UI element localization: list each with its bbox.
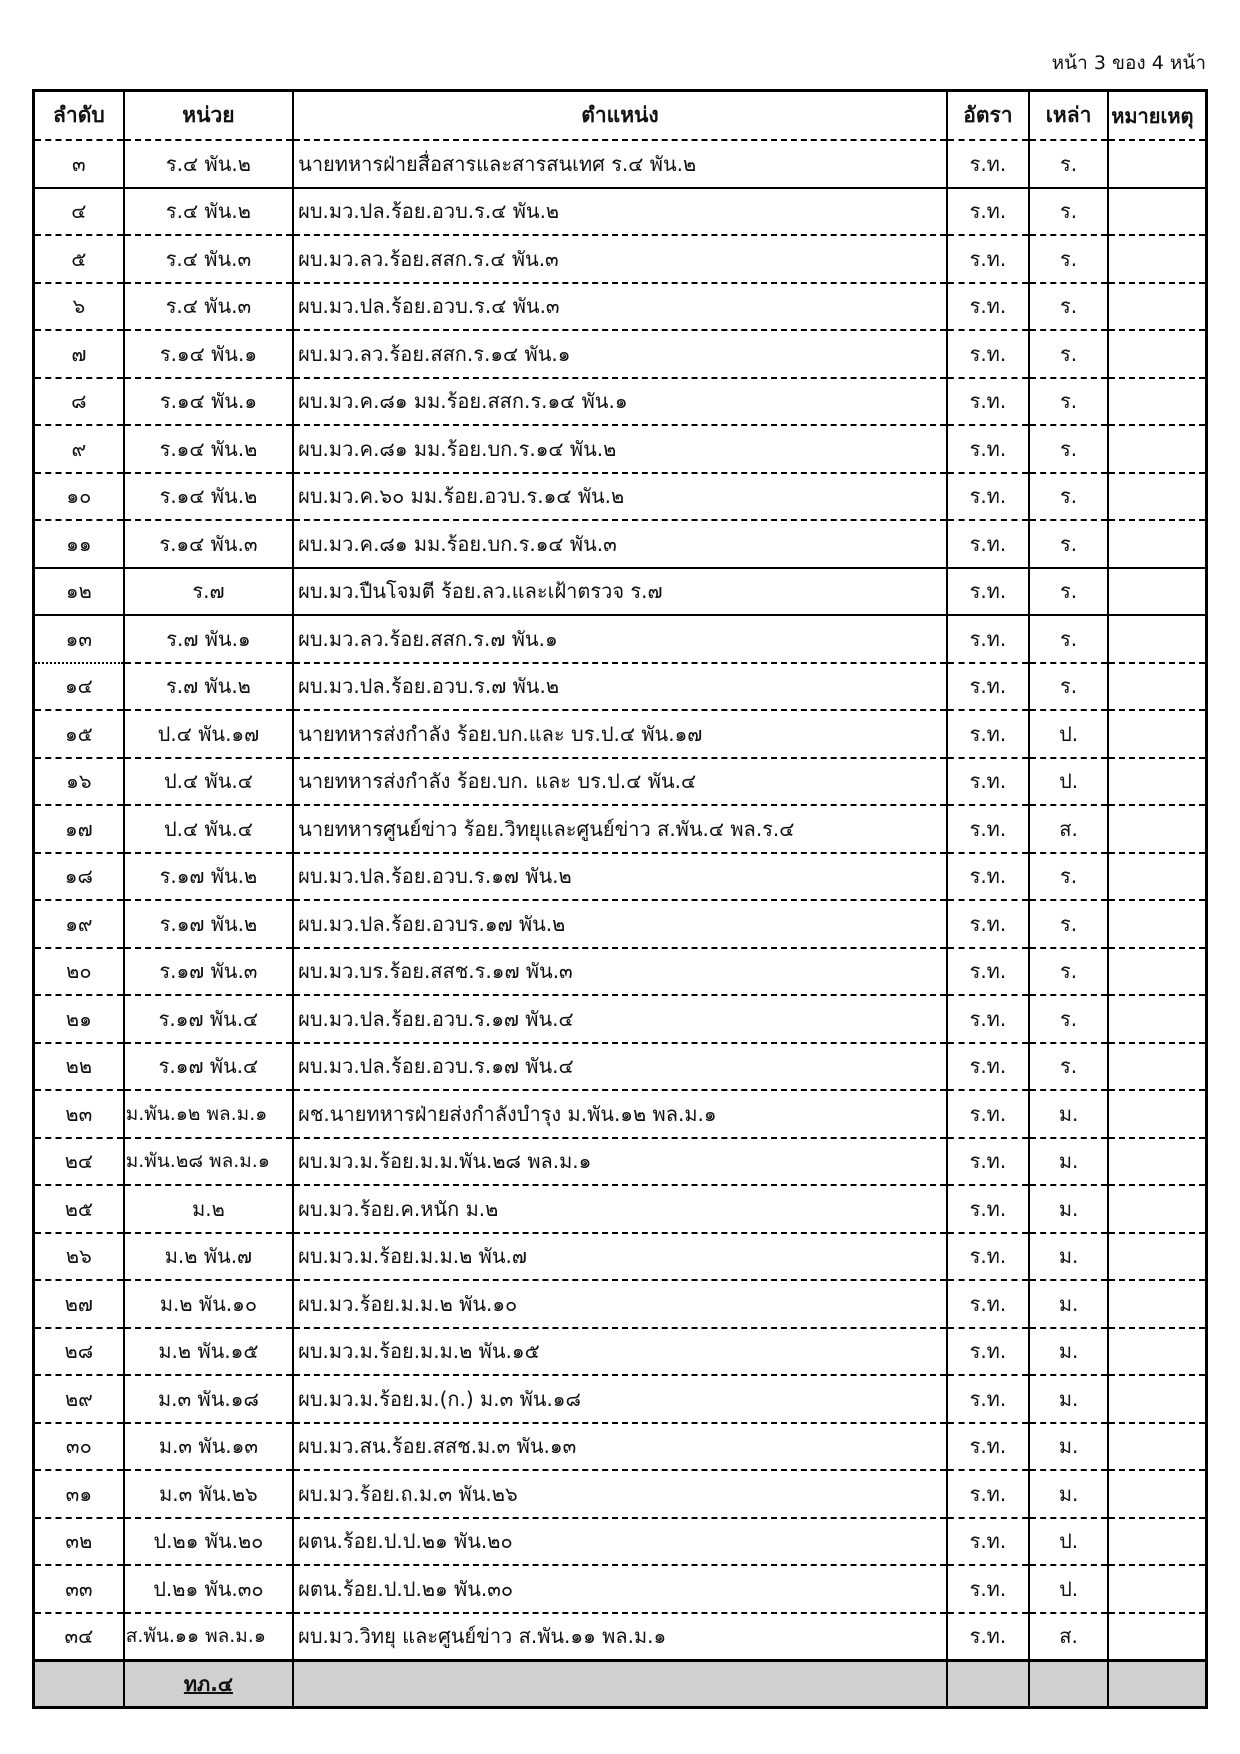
cell-rate: ร.ท. (947, 140, 1029, 188)
cell-seq: ๗ (34, 330, 124, 378)
cell-note (1108, 235, 1206, 283)
cell-rate: ร.ท. (947, 1043, 1029, 1091)
cell-position: นายทหารศูนย์ข่าว ร้อย.วิทยุและศูนย์ข่าว ส.พัน.๔ พล.ร.๔ (293, 805, 947, 853)
cell-note (1108, 663, 1206, 711)
footer-seq (34, 1661, 124, 1708)
cell-unit: ป.๔ พัน.๑๗ (124, 710, 293, 758)
cell-branch: ม. (1029, 1328, 1108, 1376)
cell-rate: ร.ท. (947, 520, 1029, 568)
cell-note (1108, 948, 1206, 996)
cell-branch: ร. (1029, 235, 1108, 283)
cell-note (1108, 1423, 1206, 1471)
cell-unit: ม.๓ พัน.๑๘ (124, 1375, 293, 1423)
cell-unit: ร.๑๗ พัน.๔ (124, 995, 293, 1043)
cell-unit: ม.พัน.๑๒ พล.ม.๑ (124, 1090, 293, 1138)
cell-rate: ร.ท. (947, 188, 1029, 236)
cell-note (1108, 378, 1206, 426)
cell-branch: ร. (1029, 900, 1108, 948)
cell-seq: ๑๖ (34, 758, 124, 806)
table-row (34, 853, 1207, 901)
cell-unit: ส.พัน.๑๑ พล.ม.๑ (124, 1613, 293, 1661)
table-footer-row (34, 1661, 1207, 1708)
cell-seq: ๑๙ (34, 900, 124, 948)
cell-branch: ร. (1029, 853, 1108, 901)
cell-unit: ป.๒๑ พัน.๓๐ (124, 1565, 293, 1613)
cell-seq: ๙ (34, 425, 124, 473)
cell-unit: ป.๒๑ พัน.๒๐ (124, 1518, 293, 1566)
cell-position: ผตน.ร้อย.ป.ป.๒๑ พัน.๒๐ (293, 1518, 947, 1566)
cell-rate: ร.ท. (947, 1565, 1029, 1613)
cell-rate: ร.ท. (947, 568, 1029, 616)
cell-unit: ร.๑๔ พัน.๒ (124, 473, 293, 521)
table-row (34, 1613, 1207, 1661)
cell-seq: ๓ (34, 140, 124, 188)
footer-rate (947, 1661, 1029, 1708)
cell-rate: ร.ท. (947, 758, 1029, 806)
table-row (34, 1043, 1207, 1091)
table-row (34, 425, 1207, 473)
cell-rate: ร.ท. (947, 995, 1029, 1043)
table-row (34, 378, 1207, 426)
cell-branch: ส. (1029, 1613, 1108, 1661)
cell-seq: ๓๓ (34, 1565, 124, 1613)
cell-branch: ร. (1029, 520, 1108, 568)
cell-position: นายทหารส่งกำลัง ร้อย.บก. และ บร.ป.๔ พัน.๔ (293, 758, 947, 806)
table-row (34, 1138, 1207, 1186)
cell-unit: ร.๗ พัน.๑ (124, 615, 293, 663)
cell-seq: ๒๑ (34, 995, 124, 1043)
page-number: หน้า 3 ของ 4 หน้า (1051, 52, 1206, 74)
cell-seq: ๑๗ (34, 805, 124, 853)
cell-seq: ๒๓ (34, 1090, 124, 1138)
cell-note (1108, 1185, 1206, 1233)
table-row (34, 1328, 1207, 1376)
cell-rate: ร.ท. (947, 1375, 1029, 1423)
footer-unit (124, 1661, 293, 1708)
footer-note (1108, 1661, 1206, 1708)
table-row (34, 1565, 1207, 1613)
table-row (34, 995, 1207, 1043)
cell-seq: ๑๓ (34, 615, 124, 663)
cell-seq: ๑๐ (34, 473, 124, 521)
cell-unit: ร.๑๗ พัน.๔ (124, 1043, 293, 1091)
table-row (34, 1375, 1207, 1423)
cell-note (1108, 1138, 1206, 1186)
cell-position: ผบ.มว.บร.ร้อย.สสช.ร.๑๗ พัน.๓ (293, 948, 947, 996)
table-body (34, 140, 1207, 1661)
cell-position: ผบ.มว.วิทยุ และศูนย์ข่าว ส.พัน.๑๑ พล.ม.๑ (293, 1613, 947, 1661)
cell-unit: ร.๑๔ พัน.๑ (124, 378, 293, 426)
table-row (34, 758, 1207, 806)
cell-unit: ร.๑๔ พัน.๓ (124, 520, 293, 568)
column-header-seq: ลำดับ (34, 91, 124, 141)
cell-seq: ๑๒ (34, 568, 124, 616)
cell-rate: ร.ท. (947, 283, 1029, 331)
table-row (34, 1090, 1207, 1138)
cell-unit: ร.๗ (124, 568, 293, 616)
cell-unit: ม.๒ พัน.๑๐ (124, 1280, 293, 1328)
cell-branch: ม. (1029, 1280, 1108, 1328)
cell-branch: ม. (1029, 1470, 1108, 1518)
cell-unit: ร.๑๗ พัน.๒ (124, 900, 293, 948)
cell-unit: ม.๓ พัน.๑๓ (124, 1423, 293, 1471)
cell-unit: ม.๒ พัน.๑๕ (124, 1328, 293, 1376)
cell-note (1108, 710, 1206, 758)
cell-rate: ร.ท. (947, 235, 1029, 283)
cell-rate: ร.ท. (947, 1138, 1029, 1186)
footer-branch (1029, 1661, 1108, 1708)
table-row (34, 520, 1207, 568)
cell-seq: ๖ (34, 283, 124, 331)
cell-unit: ม.พัน.๒๘ พล.ม.๑ (124, 1138, 293, 1186)
cell-note (1108, 1565, 1206, 1613)
column-header-unit: หน่วย (124, 91, 293, 141)
table-row (34, 615, 1207, 663)
cell-note (1108, 1375, 1206, 1423)
cell-position: นายทหารส่งกำลัง ร้อย.บก.และ บร.ป.๔ พัน.๑๗ (293, 710, 947, 758)
cell-unit: ร.๔ พัน.๓ (124, 283, 293, 331)
cell-note (1108, 568, 1206, 616)
cell-rate: ร.ท. (947, 1423, 1029, 1471)
cell-note (1108, 425, 1206, 473)
column-header-note: หมายเหตุ (1108, 91, 1206, 141)
cell-note (1108, 1043, 1206, 1091)
column-header-rate: อัตรา (947, 91, 1029, 141)
cell-rate: ร.ท. (947, 473, 1029, 521)
cell-branch: ร. (1029, 663, 1108, 711)
cell-unit: ร.๑๗ พัน.๒ (124, 853, 293, 901)
cell-unit: ม.๓ พัน.๒๖ (124, 1470, 293, 1518)
cell-branch: ม. (1029, 1423, 1108, 1471)
table-row (34, 140, 1207, 188)
cell-branch: ร. (1029, 425, 1108, 473)
cell-note (1108, 1518, 1206, 1566)
cell-branch: ป. (1029, 1565, 1108, 1613)
cell-position: ผบ.มว.ม.ร้อย.ม.ม.๒ พัน.๑๕ (293, 1328, 947, 1376)
table-row (34, 900, 1207, 948)
cell-branch: ร. (1029, 568, 1108, 616)
position-table (32, 89, 1208, 1709)
cell-seq: ๕ (34, 235, 124, 283)
cell-rate: ร.ท. (947, 1185, 1029, 1233)
cell-seq: ๓๒ (34, 1518, 124, 1566)
cell-seq: ๑๘ (34, 853, 124, 901)
cell-rate: ร.ท. (947, 1280, 1029, 1328)
cell-note (1108, 188, 1206, 236)
cell-position: ผบ.มว.ร้อย.ถ.ม.๓ พัน.๒๖ (293, 1470, 947, 1518)
cell-position: ผช.นายทหารฝ่ายส่งกำลังบำรุง ม.พัน.๑๒ พล.ม.๑ (293, 1090, 947, 1138)
cell-note (1108, 758, 1206, 806)
cell-rate: ร.ท. (947, 805, 1029, 853)
cell-unit: ร.๑๔ พัน.๑ (124, 330, 293, 378)
cell-rate: ร.ท. (947, 948, 1029, 996)
cell-note (1108, 805, 1206, 853)
footer-position (293, 1661, 947, 1708)
cell-note (1108, 473, 1206, 521)
cell-branch: ร. (1029, 330, 1108, 378)
table-row (34, 805, 1207, 853)
cell-note (1108, 1233, 1206, 1281)
table-row (34, 1423, 1207, 1471)
cell-rate: ร.ท. (947, 853, 1029, 901)
column-header-position: ตำแหน่ง (293, 91, 947, 141)
cell-seq: ๒๗ (34, 1280, 124, 1328)
cell-note (1108, 1280, 1206, 1328)
cell-rate: ร.ท. (947, 900, 1029, 948)
cell-position: ผบ.มว.ปล.ร้อย.อวบ.ร.๗ พัน.๒ (293, 663, 947, 711)
cell-position: ผบ.มว.ปล.ร้อย.อวบ.ร.๔ พัน.๓ (293, 283, 947, 331)
cell-rate: ร.ท. (947, 663, 1029, 711)
table-row (34, 188, 1207, 236)
cell-note (1108, 615, 1206, 663)
cell-position: ผตน.ร้อย.ป.ป.๒๑ พัน.๓๐ (293, 1565, 947, 1613)
cell-branch: ร. (1029, 140, 1108, 188)
column-header-branch: เหล่า (1029, 91, 1108, 141)
cell-rate: ร.ท. (947, 1613, 1029, 1661)
cell-seq: ๘ (34, 378, 124, 426)
cell-note (1108, 520, 1206, 568)
cell-seq: ๑๔ (34, 663, 124, 711)
cell-rate: ร.ท. (947, 425, 1029, 473)
cell-unit: ม.๒ (124, 1185, 293, 1233)
cell-position: ผบ.มว.ม.ร้อย.ม.ม.๒ พัน.๗ (293, 1233, 947, 1281)
cell-position: ผบ.มว.สน.ร้อย.สสช.ม.๓ พัน.๑๓ (293, 1423, 947, 1471)
cell-branch: ม. (1029, 1375, 1108, 1423)
cell-note (1108, 1328, 1206, 1376)
cell-note (1108, 900, 1206, 948)
cell-note (1108, 330, 1206, 378)
cell-branch: ร. (1029, 378, 1108, 426)
footer-unit-label: ทภ.๔ (183, 1672, 233, 1696)
table-row (34, 1280, 1207, 1328)
table-header-row (34, 91, 1207, 141)
cell-unit: ป.๔ พัน.๔ (124, 805, 293, 853)
cell-branch: ร. (1029, 948, 1108, 996)
table-row (34, 948, 1207, 996)
cell-branch: ม. (1029, 1233, 1108, 1281)
cell-branch: ม. (1029, 1138, 1108, 1186)
cell-position: ผบ.มว.ลว.ร้อย.สสก.ร.๗ พัน.๑ (293, 615, 947, 663)
cell-note (1108, 283, 1206, 331)
cell-position: ผบ.มว.ม.ร้อย.ม.ม.พัน.๒๘ พล.ม.๑ (293, 1138, 947, 1186)
cell-position: นายทหารฝ่ายสื่อสารและสารสนเทศ ร.๔ พัน.๒ (293, 140, 947, 188)
cell-position: ผบ.มว.ม.ร้อย.ม.(ก.) ม.๓ พัน.๑๘ (293, 1375, 947, 1423)
cell-branch: ร. (1029, 188, 1108, 236)
cell-rate: ร.ท. (947, 330, 1029, 378)
cell-unit: ร.๔ พัน.๒ (124, 140, 293, 188)
cell-branch: ร. (1029, 995, 1108, 1043)
cell-position: ผบ.มว.ร้อย.ค.หนัก ม.๒ (293, 1185, 947, 1233)
cell-seq: ๒๙ (34, 1375, 124, 1423)
cell-unit: ร.๑๔ พัน.๒ (124, 425, 293, 473)
cell-position: ผบ.มว.ค.๖๐ มม.ร้อย.อวบ.ร.๑๔ พัน.๒ (293, 473, 947, 521)
cell-seq: ๒๘ (34, 1328, 124, 1376)
cell-note (1108, 1470, 1206, 1518)
cell-branch: ป. (1029, 1518, 1108, 1566)
table-row (34, 473, 1207, 521)
cell-branch: ป. (1029, 758, 1108, 806)
cell-branch: ร. (1029, 283, 1108, 331)
cell-position: ผบ.มว.ปล.ร้อย.อวบร.๑๗ พัน.๒ (293, 900, 947, 948)
cell-note (1108, 995, 1206, 1043)
cell-rate: ร.ท. (947, 1090, 1029, 1138)
cell-seq: ๒๕ (34, 1185, 124, 1233)
cell-unit: ร.๑๗ พัน.๓ (124, 948, 293, 996)
cell-position: ผบ.มว.ปล.ร้อย.อวบ.ร.๑๗ พัน.๔ (293, 1043, 947, 1091)
table-row (34, 330, 1207, 378)
cell-seq: ๓๑ (34, 1470, 124, 1518)
cell-unit: ร.๔ พัน.๓ (124, 235, 293, 283)
cell-position: ผบ.มว.ปล.ร้อย.อวบ.ร.๑๗ พัน.๔ (293, 995, 947, 1043)
table-row (34, 568, 1207, 616)
cell-position: ผบ.มว.ปล.ร้อย.อวบ.ร.๑๗ พัน.๒ (293, 853, 947, 901)
cell-position: ผบ.มว.ลว.ร้อย.สสก.ร.๔ พัน.๓ (293, 235, 947, 283)
cell-seq: ๑๕ (34, 710, 124, 758)
cell-note (1108, 140, 1206, 188)
cell-branch: ม. (1029, 1185, 1108, 1233)
cell-position: ผบ.มว.ร้อย.ม.ม.๒ พัน.๑๐ (293, 1280, 947, 1328)
cell-note (1108, 1090, 1206, 1138)
cell-seq: ๓๐ (34, 1423, 124, 1471)
cell-branch: ร. (1029, 473, 1108, 521)
cell-position: ผบ.มว.ปืนโจมตี ร้อย.ลว.และเฝ้าตรวจ ร.๗ (293, 568, 947, 616)
cell-note (1108, 853, 1206, 901)
table-row (34, 1470, 1207, 1518)
cell-position: ผบ.มว.ค.๘๑ มม.ร้อย.บก.ร.๑๔ พัน.๓ (293, 520, 947, 568)
cell-unit: ม.๒ พัน.๗ (124, 1233, 293, 1281)
cell-unit: ร.๔ พัน.๒ (124, 188, 293, 236)
cell-seq: ๔ (34, 188, 124, 236)
cell-rate: ร.ท. (947, 1470, 1029, 1518)
table-row (34, 663, 1207, 711)
table-row (34, 1233, 1207, 1281)
cell-branch: ส. (1029, 805, 1108, 853)
cell-rate: ร.ท. (947, 615, 1029, 663)
cell-rate: ร.ท. (947, 1518, 1029, 1566)
cell-rate: ร.ท. (947, 1233, 1029, 1281)
cell-rate: ร.ท. (947, 378, 1029, 426)
cell-rate: ร.ท. (947, 1328, 1029, 1376)
table-row (34, 235, 1207, 283)
cell-branch: ป. (1029, 710, 1108, 758)
table-row (34, 283, 1207, 331)
cell-note (1108, 1613, 1206, 1661)
cell-branch: ร. (1029, 1043, 1108, 1091)
cell-seq: ๒๒ (34, 1043, 124, 1091)
cell-unit: ร.๗ พัน.๒ (124, 663, 293, 711)
cell-seq: ๓๔ (34, 1613, 124, 1661)
table-row (34, 1185, 1207, 1233)
cell-position: ผบ.มว.ปล.ร้อย.อวบ.ร.๔ พัน.๒ (293, 188, 947, 236)
cell-seq: ๑๑ (34, 520, 124, 568)
cell-rate: ร.ท. (947, 710, 1029, 758)
table-row (34, 710, 1207, 758)
cell-position: ผบ.มว.ค.๘๑ มม.ร้อย.บก.ร.๑๔ พัน.๒ (293, 425, 947, 473)
cell-seq: ๒๔ (34, 1138, 124, 1186)
cell-seq: ๒๐ (34, 948, 124, 996)
cell-branch: ม. (1029, 1090, 1108, 1138)
cell-branch: ร. (1029, 615, 1108, 663)
cell-position: ผบ.มว.ลว.ร้อย.สสก.ร.๑๔ พัน.๑ (293, 330, 947, 378)
cell-seq: ๒๖ (34, 1233, 124, 1281)
table-row (34, 1518, 1207, 1566)
cell-unit: ป.๔ พัน.๔ (124, 758, 293, 806)
cell-position: ผบ.มว.ค.๘๑ มม.ร้อย.สสก.ร.๑๔ พัน.๑ (293, 378, 947, 426)
